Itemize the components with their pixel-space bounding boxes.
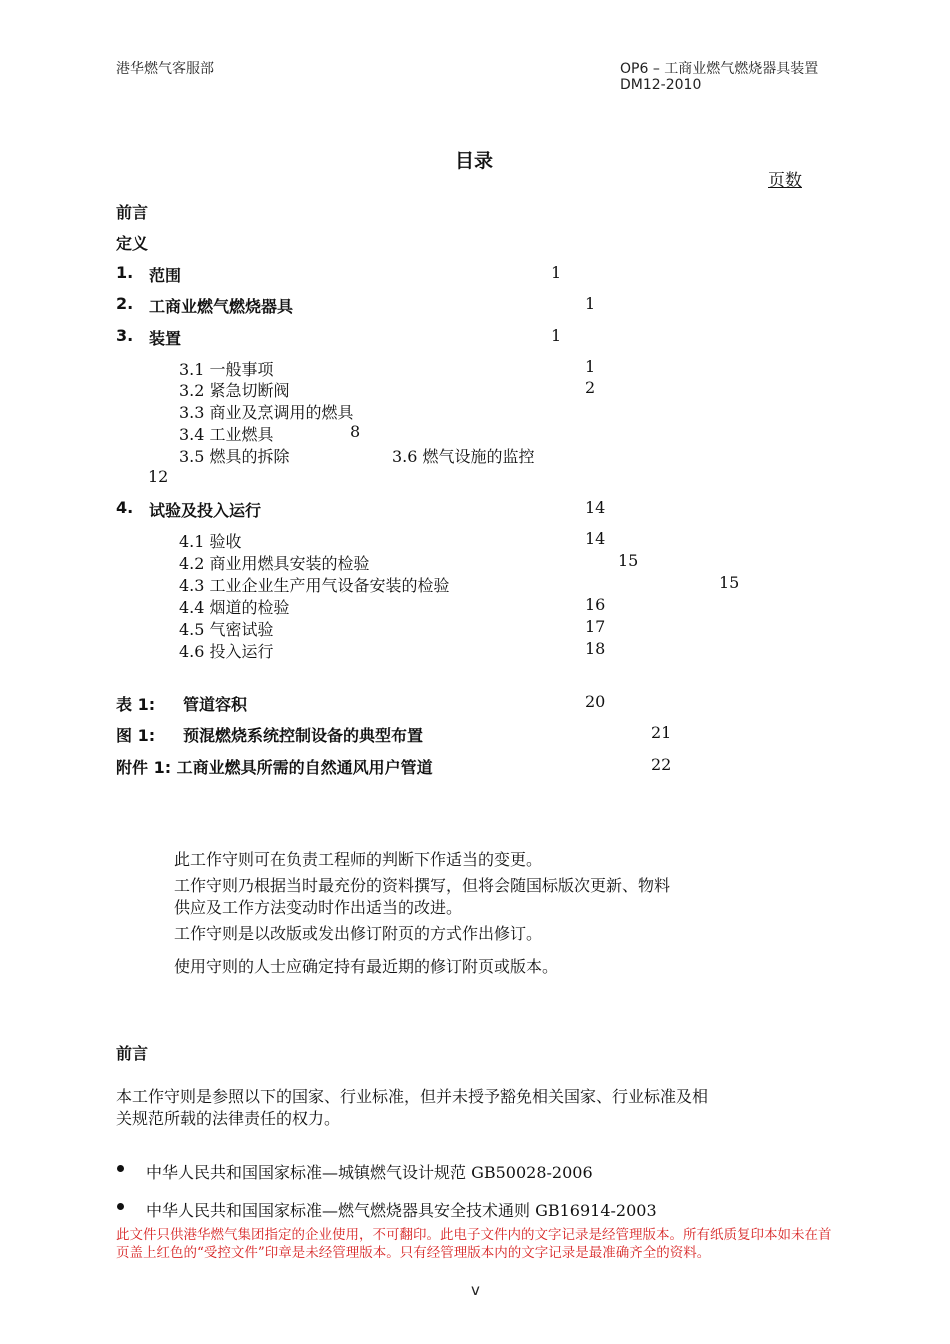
preface-heading: 前言 xyxy=(116,1044,149,1063)
toc-s4-6[interactable]: 4.6 投入运行 xyxy=(179,642,274,661)
page-number: v xyxy=(471,1281,480,1299)
bullet-dot-icon xyxy=(117,1203,124,1210)
toc-s4-5[interactable]: 4.5 气密试验 xyxy=(179,620,274,639)
note-line-2a: 工作守则乃根据当时最充份的资料撰写，但将会随国标版次更新、物料 xyxy=(174,876,671,895)
toc-s3-5[interactable]: 3.5 燃具的拆除 xyxy=(179,447,290,466)
toc-table1-label: 表 1: xyxy=(116,695,156,714)
toc-s1-title[interactable]: 范围 xyxy=(149,266,182,285)
toc-figure1-title[interactable]: 预混燃烧系统控制设备的典型布置 xyxy=(183,726,424,745)
toc-s3-4-page: 8 xyxy=(350,422,361,441)
standard-item-1: 中华人民共和国国家标准—城镇燃气设计规范 GB50028-2006 xyxy=(146,1163,593,1182)
toc-s1-page: 1 xyxy=(551,263,562,282)
toc-s3-2-page: 2 xyxy=(585,378,596,397)
toc-preface[interactable]: 前言 xyxy=(116,203,149,222)
toc-s4-4-page: 16 xyxy=(585,595,606,614)
toc-s3-6[interactable]: 3.6 燃气设施的监控 xyxy=(392,447,535,466)
note-line-3: 工作守则是以改版或发出修订附页的方式作出修订。 xyxy=(174,924,543,943)
toc-s2-title[interactable]: 工商业燃气燃烧器具 xyxy=(149,297,294,316)
toc-s4-4[interactable]: 4.4 烟道的检验 xyxy=(179,598,290,617)
header-left: 港华燃气客服部 xyxy=(116,61,214,77)
toc-figure1-page: 21 xyxy=(651,723,672,742)
toc-s3-3[interactable]: 3.3 商业及烹调用的燃具 xyxy=(179,403,354,422)
toc-s4-2-page: 15 xyxy=(618,551,639,570)
standard-item-2: 中华人民共和国国家标准—燃气燃烧器具安全技术通则 GB16914-2003 xyxy=(146,1201,657,1220)
toc-s3-6-page: 12 xyxy=(148,467,169,486)
header-right-code: DM12-2010 xyxy=(620,77,702,93)
toc-s4-1[interactable]: 4.1 验收 xyxy=(179,532,242,551)
preface-paragraph-line-1: 本工作守则是参照以下的国家、行业标准，但并未授予豁免相关国家、行业标准及相 xyxy=(116,1087,709,1106)
bullet-dot-icon xyxy=(117,1165,124,1172)
toc-figure1-label: 图 1: xyxy=(116,726,156,745)
toc-definitions[interactable]: 定义 xyxy=(116,234,149,253)
toc-s2-number: 2. xyxy=(116,294,134,313)
toc-s3-4[interactable]: 3.4 工业燃具 xyxy=(179,425,274,444)
note-line-4: 使用守则的人士应确定持有最近期的修订附页或版本。 xyxy=(174,957,559,976)
toc-s4-5-page: 17 xyxy=(585,617,606,636)
toc-annex1[interactable]: 附件 1: 工商业燃具所需的自然通风用户管道 xyxy=(116,758,433,777)
header-right-title: OP6 – 工商业燃气燃烧器具装置 xyxy=(620,61,819,77)
controlled-document-disclaimer: 此文件只供港华燃气集团指定的企业使用，不可翻印。此电子文件内的文字记录是经管理版本。所有纸质复印本如未在首页盖上红色的“受控文件”印章是未经管理版本。只有经管理版本内的文字记录是最准确齐全的资料。 xyxy=(116,1227,832,1261)
toc-s1-number: 1. xyxy=(116,263,134,282)
toc-s3-page: 1 xyxy=(551,326,562,345)
toc-s3-1[interactable]: 3.1 一般事项 xyxy=(179,360,274,379)
toc-s3-2[interactable]: 3.2 紧急切断阀 xyxy=(179,381,290,400)
toc-title: 目录 xyxy=(455,150,494,172)
toc-s4-3[interactable]: 4.3 工业企业生产用气设备安装的检验 xyxy=(179,576,450,595)
toc-page-column-label: 页数 xyxy=(768,171,802,191)
toc-s4-number: 4. xyxy=(116,498,134,517)
toc-annex1-page: 22 xyxy=(651,755,672,774)
toc-s4-page: 14 xyxy=(585,498,606,517)
toc-s3-number: 3. xyxy=(116,326,134,345)
toc-table1-title[interactable]: 管道容积 xyxy=(183,695,248,714)
toc-s3-title[interactable]: 装置 xyxy=(149,329,182,348)
toc-s4-title[interactable]: 试验及投入运行 xyxy=(149,501,262,520)
note-line-2b: 供应及工作方法变动时作出适当的改进。 xyxy=(174,898,463,917)
preface-paragraph-line-2: 关规范所载的法律责任的权力。 xyxy=(116,1109,341,1128)
toc-s3-1-page: 1 xyxy=(585,357,596,376)
toc-s4-1-page: 14 xyxy=(585,529,606,548)
toc-table1-page: 20 xyxy=(585,692,606,711)
toc-s4-2[interactable]: 4.2 商业用燃具安装的检验 xyxy=(179,554,370,573)
toc-s2-page: 1 xyxy=(585,294,596,313)
note-line-1: 此工作守则可在负责工程师的判断下作适当的变更。 xyxy=(174,850,543,869)
toc-s4-3-page: 15 xyxy=(719,573,740,592)
toc-s4-6-page: 18 xyxy=(585,639,606,658)
